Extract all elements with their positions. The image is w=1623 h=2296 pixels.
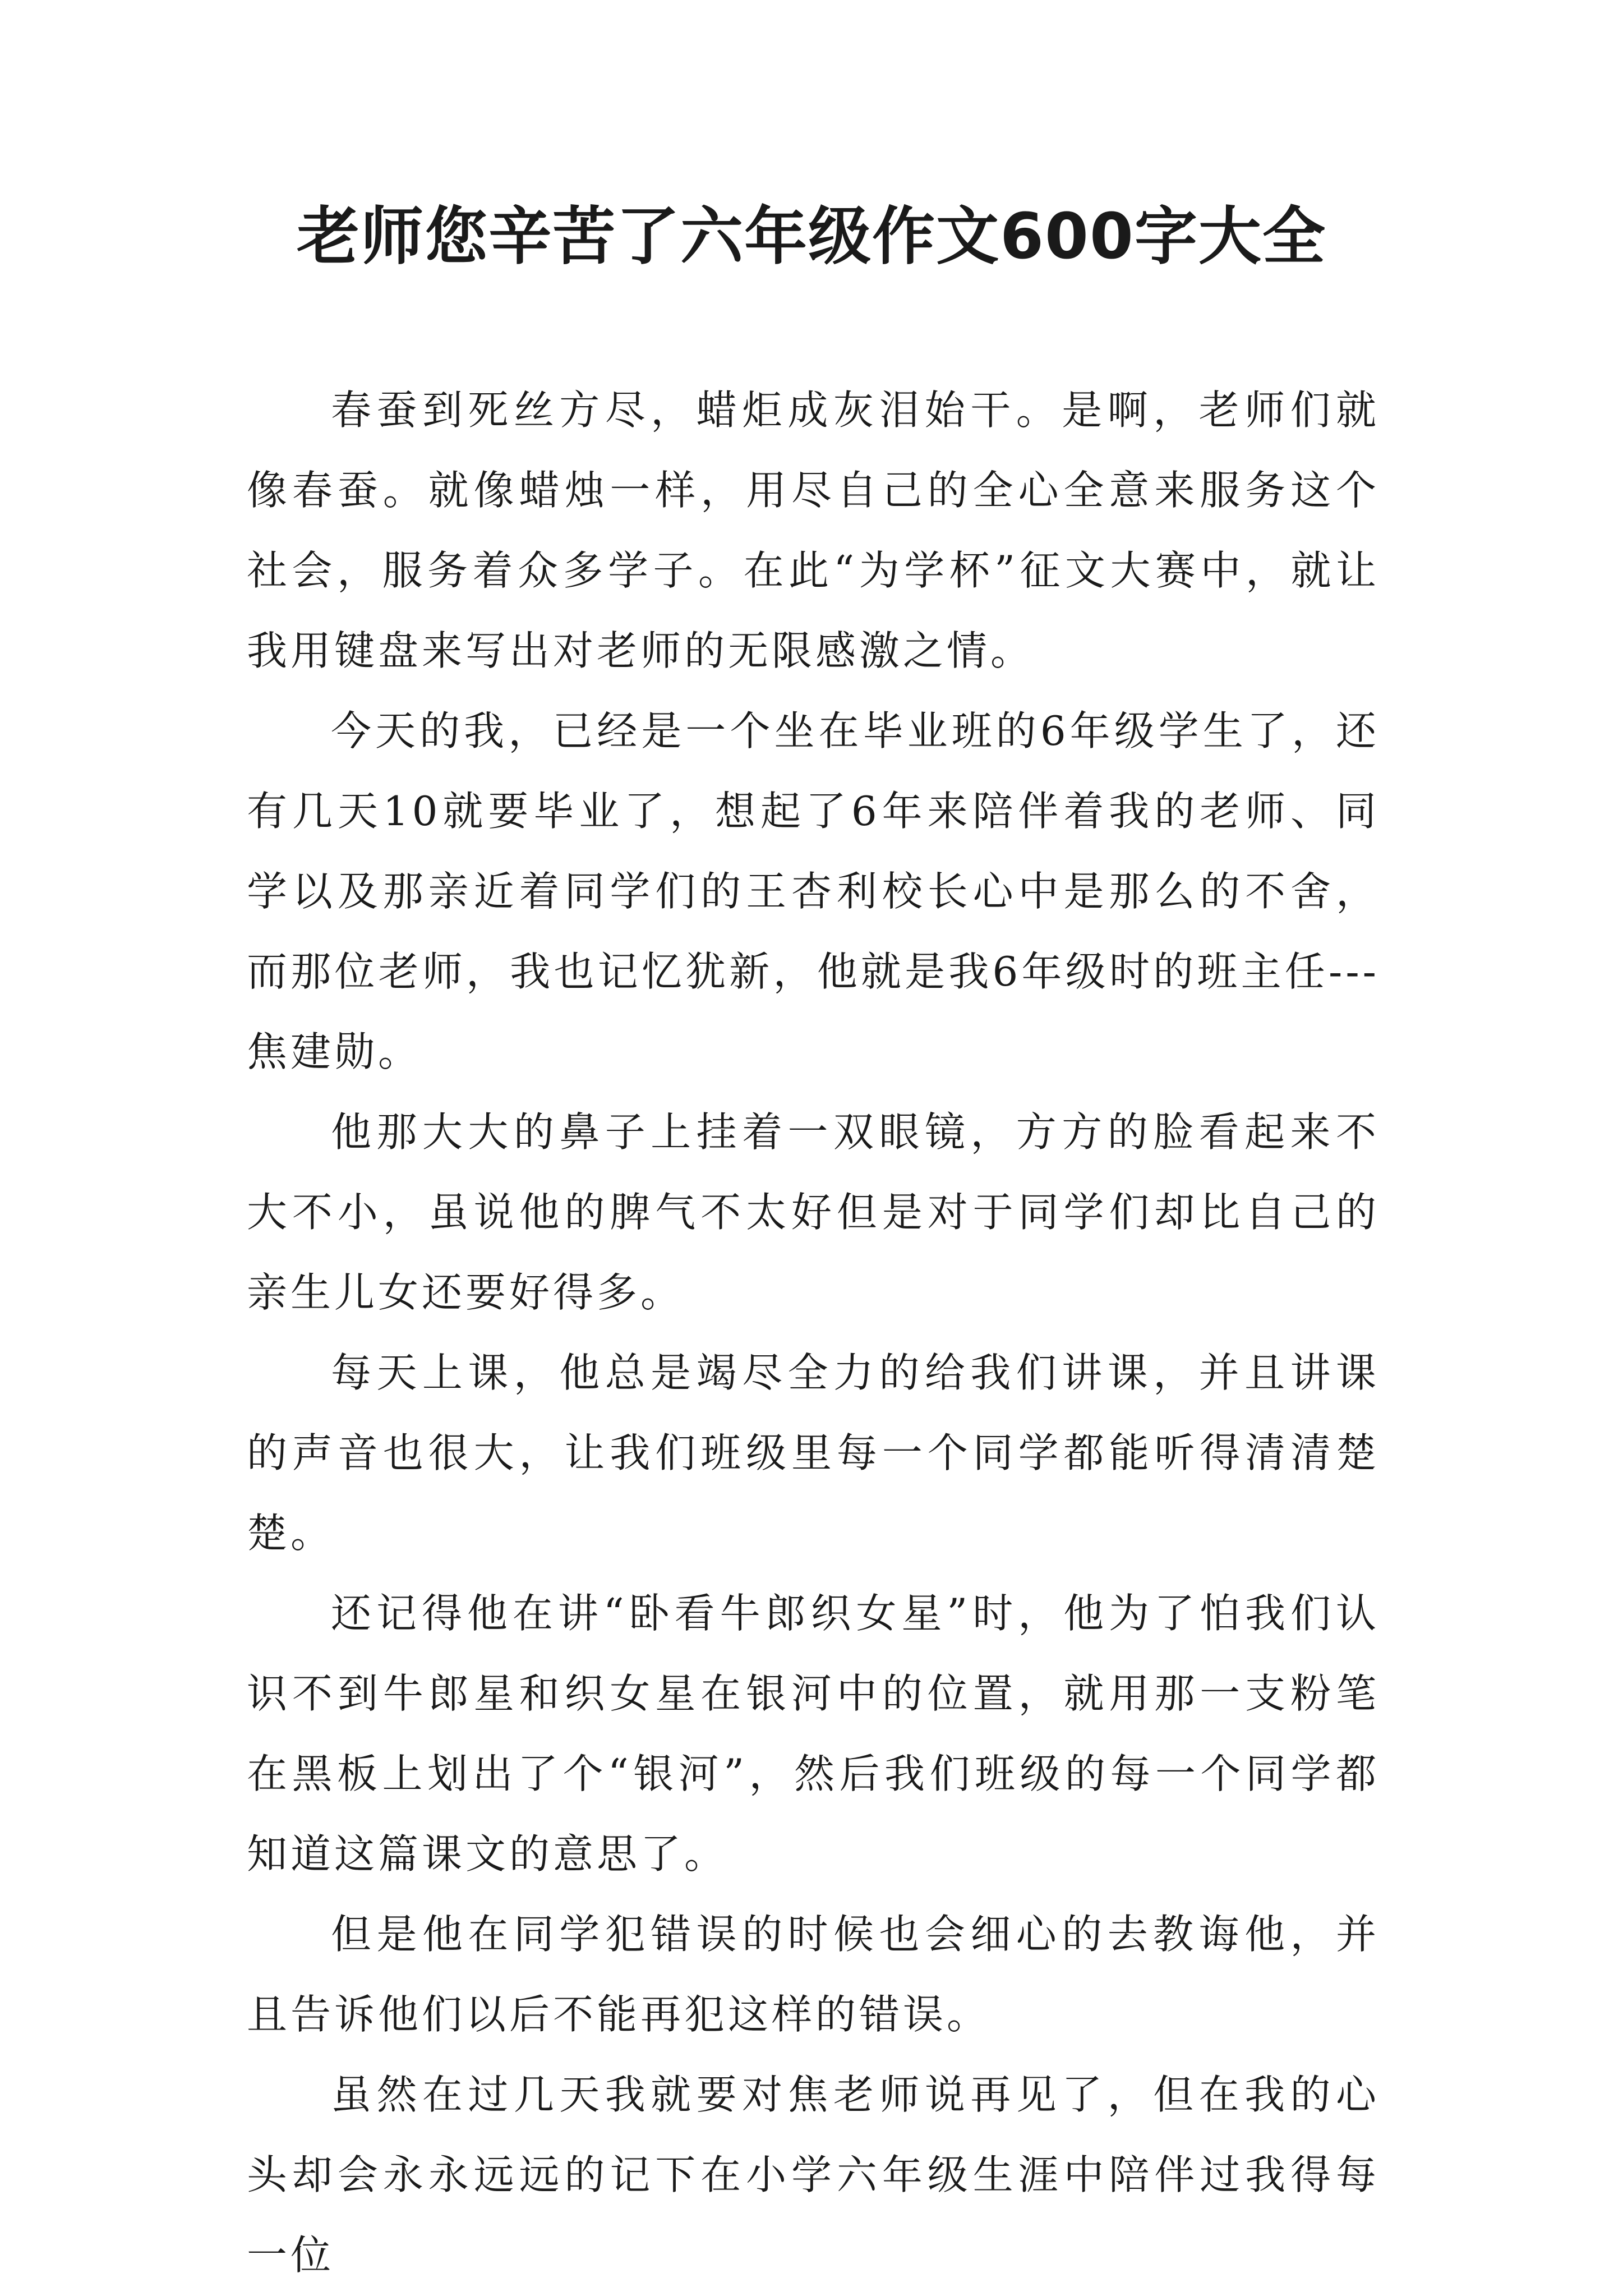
paragraph-7: 虽然在过几天我就要对焦老师说再见了，但在我的心头却会永永远远的记下在小学六年级生涯中陪伴过我得每一位: [247, 2071, 1380, 2279]
paragraph-4: 每天上课，他总是竭尽全力的给我们讲课，并且讲课的声音也很大，让我们班级里每一个同学都能听得清清楚楚。: [247, 1349, 1380, 1557]
paragraph-5: 还记得他在讲“卧看牛郎织女星”时，他为了怕我们认识不到牛郎星和织女星在银河中的位置，就用那一支粉笔在黑板上划出了个“银河”，然后我们班级的每一个同学都知道这篇课文的意思了。: [247, 1590, 1380, 1878]
paragraph-6: 但是他在同学犯错误的时候也会细心的去教诲他，并且告诉他们以后不能再犯这样的错误。: [247, 1911, 1380, 2038]
paragraph-3: 他那大大的鼻子上挂着一双眼镜，方方的脸看起来不大不小，虽说他的脾气不太好但是对于同学们却比自己的亲生儿女还要好得多。: [247, 1108, 1380, 1316]
document-title: 老师您辛苦了六年级作文600字大全: [297, 200, 1326, 273]
paragraph-1: 春蚕到死丝方尽，蜡炬成灰泪始干。是啊，老师们就像春蚕。就像蜡烛一样，用尽自己的全心全意来服务这个社会，服务着众多学子。在此“为学杯”征文大赛中，就让我用键盘来写出对老师的无限感激之情。: [247, 386, 1380, 674]
document-body: [247, 370, 1380, 2295]
paragraph-2: 今天的我，已经是一个坐在毕业班的6年级学生了，还有几天10就要毕业了，想起了6年来陪伴着我的老师、同学以及那亲近着同学们的王杏利校长心中是那么的不舍，而那位老师，我也记忆犹新，他就是我6年级时的班主任---焦建勋。: [247, 707, 1380, 1075]
